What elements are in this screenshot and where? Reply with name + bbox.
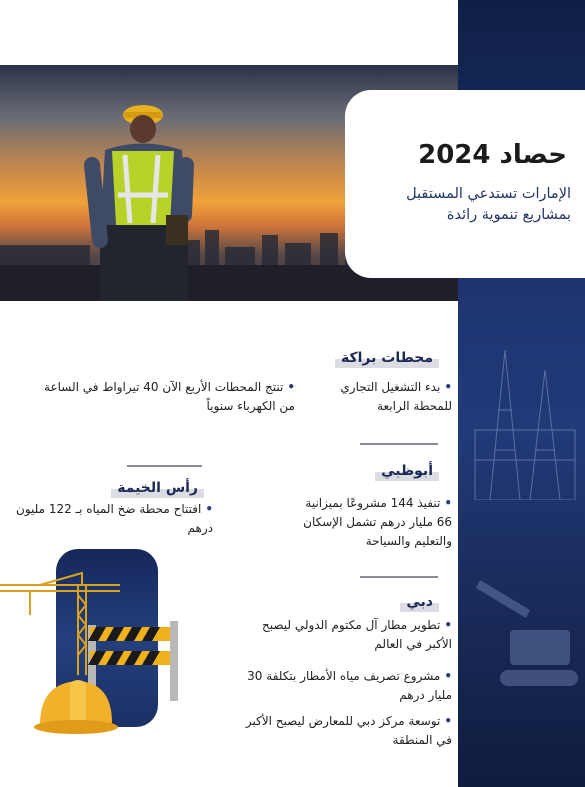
list-item xyxy=(237,667,452,705)
list-item xyxy=(302,378,452,416)
page-title: حصاد 2024 xyxy=(418,140,567,170)
dubai-item-1: تطوير مطار آل مكتوم الدولي ليصبح الأكبر في العالم xyxy=(262,618,452,651)
divider xyxy=(360,443,438,445)
list-item xyxy=(237,616,452,654)
barakah-item-2: تنتج المحطات الأربع الآن 40 تيراواط في الساعة من الكهرباء سنوياً xyxy=(44,380,295,413)
construction-illustration xyxy=(0,565,200,745)
bullet-icon: • xyxy=(444,618,452,632)
excavator-silhouette xyxy=(470,570,580,700)
list-item xyxy=(297,494,452,551)
power-plant-silhouette xyxy=(470,330,580,500)
section-heading-ras-al-khaimah: رأس الخيمة xyxy=(111,478,204,498)
hard-hat-icon xyxy=(34,680,118,734)
divider xyxy=(360,576,438,578)
divider xyxy=(127,465,202,467)
bullet-icon: • xyxy=(287,380,295,394)
dubai-item-2: مشروع تصريف مياه الأمطار بتكلفة 30 مليار درهم xyxy=(247,669,452,702)
abu-dhabi-item-1: تنفيذ 144 مشروعًا بميزانية 66 مليار درهم تشمل الإسكان والتعليم والسياحة xyxy=(303,496,452,548)
dubai-item-3: توسعة مركز دبي للمعارض ليصبح الأكبر في المنطقة xyxy=(245,714,452,747)
worker-figure xyxy=(92,105,188,301)
section-heading-dubai: دبي xyxy=(400,592,439,612)
bullet-icon: • xyxy=(205,502,213,516)
section-heading-abu-dhabi: أبوظبي xyxy=(375,461,439,481)
subtitle-line-2: بمشاريع تنموية رائدة xyxy=(446,207,571,223)
bullet-icon: • xyxy=(444,380,452,394)
list-item xyxy=(13,500,213,538)
list-item xyxy=(27,378,295,416)
section-heading-barakah: محطات براكة xyxy=(335,348,439,368)
list-item xyxy=(237,712,452,750)
bullet-icon: • xyxy=(444,496,452,510)
barakah-item-1: بدء التشغيل التجاري للمحطة الرابعة xyxy=(340,380,452,413)
subtitle-line-1: الإمارات تستدعي المستقبل xyxy=(406,186,571,202)
bullet-icon: • xyxy=(444,669,452,683)
ras-al-khaimah-item-1: افتتاح محطة ضخ المياه بـ 122 مليون درهم xyxy=(16,502,213,535)
bullet-icon: • xyxy=(444,714,452,728)
page-subtitle xyxy=(346,184,571,226)
